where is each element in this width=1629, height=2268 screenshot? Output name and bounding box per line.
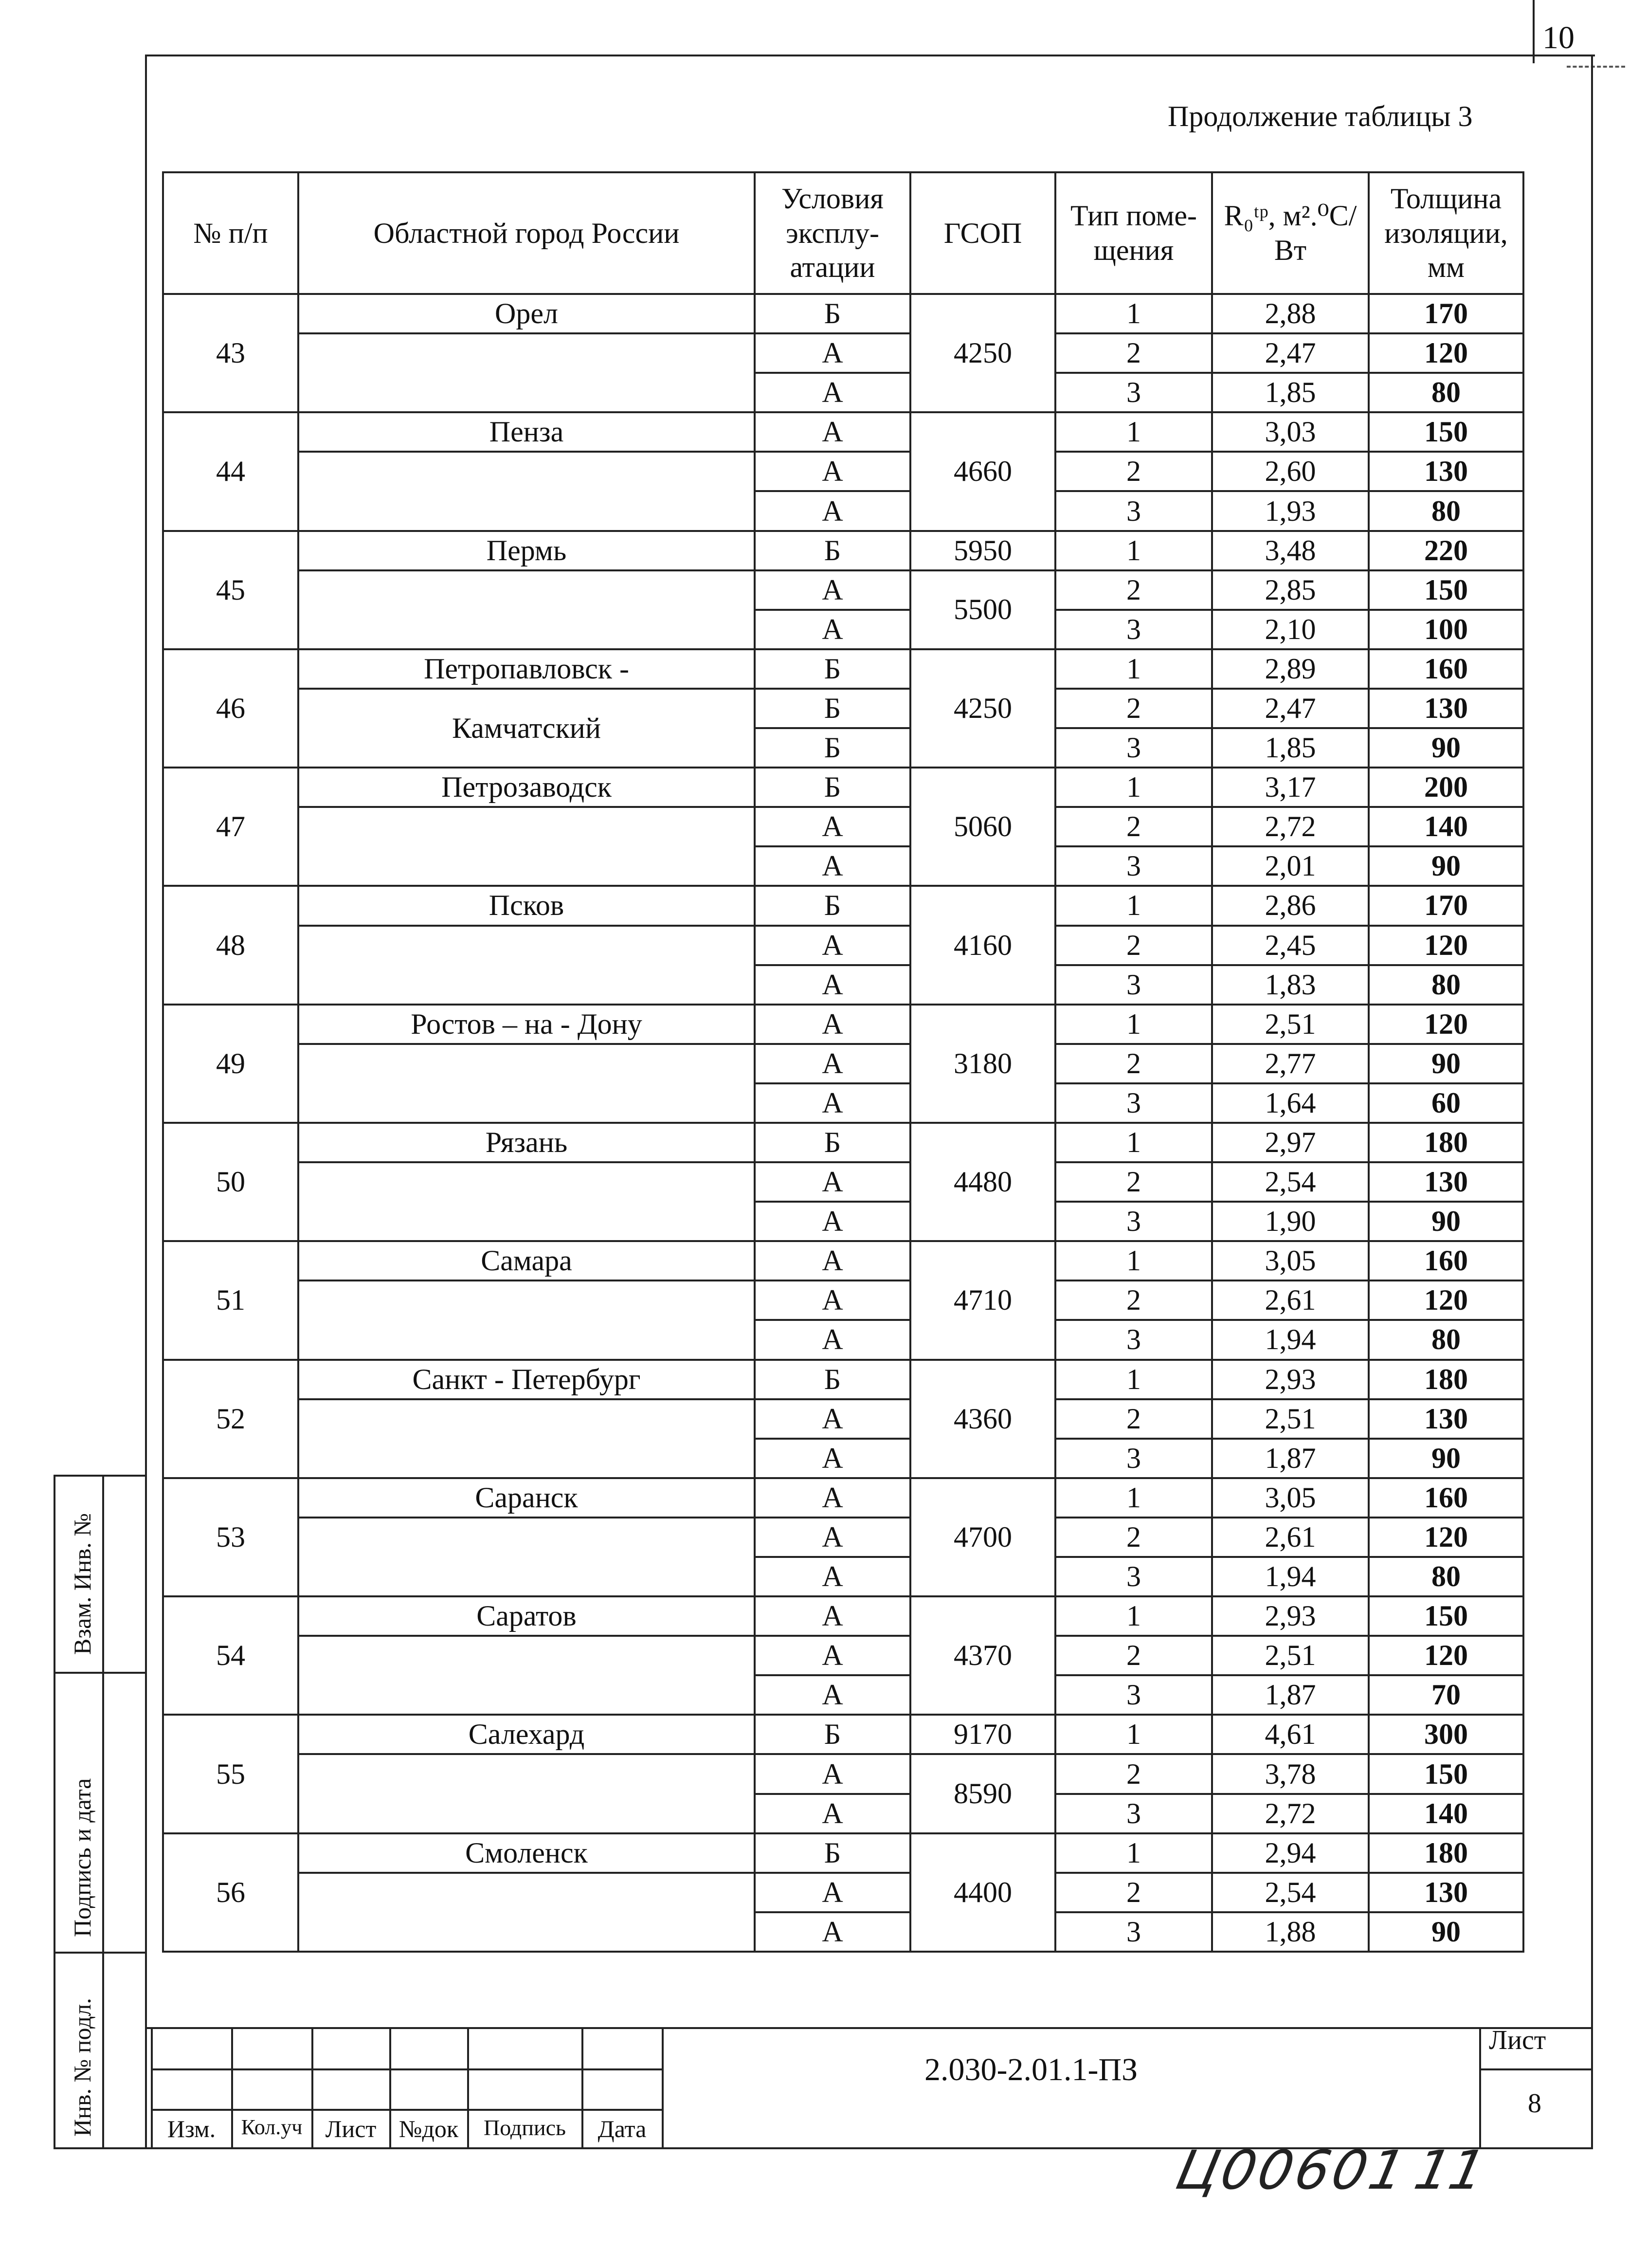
gsop-value: 4710 [910, 1241, 1055, 1359]
city-empty-cell [298, 333, 755, 412]
operating-conditions: Б [755, 531, 910, 570]
tb-ndok: №док [398, 2115, 459, 2142]
city-name: Петрозаводск [298, 768, 755, 807]
r0-value: 2,10 [1212, 610, 1369, 649]
header-conditions: Условия эксплу-атации [755, 172, 910, 294]
room-type: 2 [1055, 452, 1212, 491]
header-r0: R₀ᵗᵖ, м².⁰С/Вт [1212, 172, 1369, 294]
r0-value: 2,89 [1212, 649, 1369, 689]
r0-value: 2,94 [1212, 1833, 1369, 1873]
insulation-thickness: 170 [1369, 886, 1523, 925]
room-type: 1 [1055, 886, 1212, 925]
r0-value: 3,03 [1212, 412, 1369, 452]
city-empty-cell [298, 1162, 755, 1241]
insulation-thickness: 120 [1369, 1005, 1523, 1044]
room-type: 2 [1055, 1518, 1212, 1557]
handwritten-code: Ц00601 [1171, 2139, 1413, 2201]
side-label-signature-date: Подпись и дата [69, 1778, 96, 1937]
room-type: 3 [1055, 965, 1212, 1005]
table-row [163, 333, 1523, 373]
city-name: Самара [298, 1241, 755, 1280]
r0-value: 1,87 [1212, 1439, 1369, 1478]
header-city: Областной город России [298, 172, 755, 294]
table-row [163, 1280, 1523, 1320]
row-number: 53 [163, 1478, 298, 1596]
row-number: 56 [163, 1833, 298, 1952]
r0-value: 1,93 [1212, 491, 1369, 530]
r0-value: 2,45 [1212, 926, 1369, 965]
room-type: 3 [1055, 1675, 1212, 1715]
room-type: 1 [1055, 649, 1212, 689]
r0-value: 3,17 [1212, 768, 1369, 807]
r0-value: 2,86 [1212, 886, 1369, 925]
page-number: 10 [1542, 20, 1575, 55]
operating-conditions: А [755, 926, 910, 965]
sheet-label: Лист [1489, 2025, 1546, 2055]
city-name: Камчатский [298, 689, 755, 768]
insulation-table [162, 171, 1524, 1953]
room-type: 1 [1055, 1478, 1212, 1518]
insulation-thickness: 150 [1369, 412, 1523, 452]
insulation-thickness: 160 [1369, 1478, 1523, 1518]
insulation-thickness: 150 [1369, 1596, 1523, 1636]
table-row [163, 1754, 1523, 1793]
gsop-value: 4700 [910, 1478, 1055, 1596]
title-block-row-2 [151, 2109, 662, 2111]
operating-conditions: А [755, 1241, 910, 1280]
room-type: 2 [1055, 1399, 1212, 1439]
row-number: 48 [163, 886, 298, 1004]
insulation-thickness: 90 [1369, 1202, 1523, 1241]
row-number: 55 [163, 1715, 298, 1833]
operating-conditions: А [755, 491, 910, 530]
r0-value: 1,64 [1212, 1083, 1369, 1123]
room-type: 3 [1055, 1794, 1212, 1833]
r0-value: 2,72 [1212, 1794, 1369, 1833]
side-strip-divider-2 [54, 1952, 147, 1954]
table-row [163, 768, 1523, 807]
city-empty-cell [298, 807, 755, 886]
city-empty-cell [298, 1636, 755, 1715]
handwritten-suffix: 11 [1409, 2139, 1491, 2201]
city-empty-cell [298, 1280, 755, 1359]
gsop-value: 5950 [910, 531, 1055, 570]
row-number: 46 [163, 649, 298, 768]
gsop-value: 4480 [910, 1123, 1055, 1241]
r0-value: 1,85 [1212, 728, 1369, 768]
operating-conditions: А [755, 1005, 910, 1044]
r0-value: 2,85 [1212, 570, 1369, 610]
r0-value: 3,48 [1212, 531, 1369, 570]
r0-value: 2,51 [1212, 1399, 1369, 1439]
room-type: 1 [1055, 1360, 1212, 1399]
room-type: 1 [1055, 1596, 1212, 1636]
table-row [163, 1005, 1523, 1044]
city-name: Петропавловск - [298, 649, 755, 689]
table-row [163, 807, 1523, 846]
insulation-thickness: 150 [1369, 1754, 1523, 1793]
insulation-thickness: 180 [1369, 1123, 1523, 1162]
r0-value: 2,93 [1212, 1596, 1369, 1636]
city-empty-cell [298, 1518, 755, 1596]
tb-sheet-divider [1479, 2068, 1593, 2070]
operating-conditions: А [755, 1478, 910, 1518]
operating-conditions: Б [755, 1833, 910, 1873]
insulation-thickness: 160 [1369, 1241, 1523, 1280]
side-label-inv-replace: Взам. Инв. № [69, 1513, 96, 1655]
insulation-thickness: 80 [1369, 965, 1523, 1005]
room-type: 3 [1055, 1439, 1212, 1478]
operating-conditions: А [755, 1675, 910, 1715]
header-gsop: ГСОП [910, 172, 1055, 294]
insulation-thickness: 130 [1369, 1162, 1523, 1202]
room-type: 2 [1055, 926, 1212, 965]
table-row [163, 294, 1523, 333]
room-type: 1 [1055, 1005, 1212, 1044]
room-type: 3 [1055, 1202, 1212, 1241]
room-type: 1 [1055, 412, 1212, 452]
table-row [163, 1399, 1523, 1439]
operating-conditions: Б [755, 1715, 910, 1754]
room-type: 1 [1055, 294, 1212, 333]
room-type: 2 [1055, 1162, 1212, 1202]
insulation-thickness: 120 [1369, 926, 1523, 965]
insulation-thickness: 130 [1369, 452, 1523, 491]
operating-conditions: А [755, 570, 910, 610]
insulation-thickness: 80 [1369, 1320, 1523, 1359]
operating-conditions: Б [755, 1123, 910, 1162]
insulation-thickness: 160 [1369, 649, 1523, 689]
table-row [163, 452, 1523, 491]
operating-conditions: А [755, 1636, 910, 1675]
tb-col-6 [662, 2027, 664, 2147]
insulation-thickness: 180 [1369, 1833, 1523, 1873]
room-type: 1 [1055, 1123, 1212, 1162]
operating-conditions: Б [755, 294, 910, 333]
operating-conditions: А [755, 1596, 910, 1636]
operating-conditions: Б [755, 728, 910, 768]
operating-conditions: А [755, 1083, 910, 1123]
city-name: Пенза [298, 412, 755, 452]
operating-conditions: А [755, 373, 910, 412]
operating-conditions: А [755, 1162, 910, 1202]
row-number: 52 [163, 1360, 298, 1478]
table-row [163, 1478, 1523, 1518]
row-number: 54 [163, 1596, 298, 1715]
r0-value: 2,54 [1212, 1873, 1369, 1912]
table-row [163, 1162, 1523, 1202]
insulation-thickness: 120 [1369, 1280, 1523, 1320]
room-type: 1 [1055, 768, 1212, 807]
city-name: Санкт - Петербург [298, 1360, 755, 1399]
r0-value: 2,51 [1212, 1005, 1369, 1044]
header-room-type: Тип поме-щения [1055, 172, 1212, 294]
gsop-value: 4400 [910, 1833, 1055, 1952]
table-row [163, 1044, 1523, 1083]
table-row [163, 926, 1523, 965]
tb-kol-uch: Кол.уч [241, 2115, 303, 2139]
table-row [163, 1518, 1523, 1557]
row-number: 45 [163, 531, 298, 649]
operating-conditions: А [755, 1557, 910, 1596]
table-row [163, 886, 1523, 925]
city-empty-cell [298, 926, 755, 1005]
operating-conditions: А [755, 1873, 910, 1912]
r0-value: 2,47 [1212, 689, 1369, 728]
room-type: 3 [1055, 610, 1212, 649]
operating-conditions: А [755, 610, 910, 649]
city-empty-cell [298, 1873, 755, 1952]
frame-left-upper [145, 55, 147, 1476]
insulation-thickness: 80 [1369, 373, 1523, 412]
operating-conditions: А [755, 1202, 910, 1241]
room-type: 3 [1055, 373, 1212, 412]
table-header-row [163, 172, 1523, 294]
insulation-thickness: 120 [1369, 333, 1523, 373]
side-strip-left [54, 1475, 55, 2149]
side-strip-right [145, 1475, 147, 2149]
city-name: Саратов [298, 1596, 755, 1636]
gsop-value: 4250 [910, 294, 1055, 412]
table-row [163, 570, 1523, 610]
row-number: 43 [163, 294, 298, 412]
tb-col-sheet [1479, 2027, 1481, 2147]
operating-conditions: Б [755, 649, 910, 689]
r0-value: 2,97 [1212, 1123, 1369, 1162]
table-row [163, 649, 1523, 689]
r0-value: 2,61 [1212, 1280, 1369, 1320]
tb-podpis: Подпись [484, 2115, 566, 2140]
tb-izm: Изм. [167, 2115, 216, 2142]
operating-conditions: А [755, 1794, 910, 1833]
gsop-value: 5060 [910, 768, 1055, 886]
insulation-thickness: 200 [1369, 768, 1523, 807]
r0-value: 2,47 [1212, 333, 1369, 373]
insulation-thickness: 90 [1369, 1044, 1523, 1083]
insulation-thickness: 90 [1369, 1912, 1523, 1952]
r0-value: 2,77 [1212, 1044, 1369, 1083]
r0-value: 1,94 [1212, 1320, 1369, 1359]
operating-conditions: А [755, 1439, 910, 1478]
gsop-value: 3180 [910, 1005, 1055, 1123]
room-type: 2 [1055, 1044, 1212, 1083]
insulation-thickness: 130 [1369, 1399, 1523, 1439]
tb-list: Лист [325, 2115, 377, 2142]
insulation-thickness: 300 [1369, 1715, 1523, 1754]
city-empty-cell [298, 1399, 755, 1478]
operating-conditions: А [755, 1754, 910, 1793]
table-row [163, 531, 1523, 570]
table-body [163, 294, 1523, 1952]
insulation-thickness: 60 [1369, 1083, 1523, 1123]
city-empty-cell [298, 1044, 755, 1123]
r0-value: 1,88 [1212, 1912, 1369, 1952]
insulation-thickness: 100 [1369, 610, 1523, 649]
insulation-thickness: 80 [1369, 491, 1523, 530]
sheet-number: 8 [1528, 2088, 1541, 2119]
operating-conditions: А [755, 965, 910, 1005]
room-type: 3 [1055, 728, 1212, 768]
r0-value: 1,87 [1212, 1675, 1369, 1715]
corner-dash [1567, 66, 1625, 68]
insulation-thickness: 70 [1369, 1675, 1523, 1715]
r0-value: 3,05 [1212, 1478, 1369, 1518]
table-row [163, 1636, 1523, 1675]
city-name: Псков [298, 886, 755, 925]
gsop-value: 4160 [910, 886, 1055, 1004]
insulation-thickness: 90 [1369, 846, 1523, 886]
frame-right [1591, 55, 1593, 2147]
r0-value: 4,61 [1212, 1715, 1369, 1754]
operating-conditions: Б [755, 886, 910, 925]
row-number: 44 [163, 412, 298, 530]
r0-value: 2,93 [1212, 1360, 1369, 1399]
side-strip-mid [102, 1475, 104, 2149]
table-row [163, 689, 1523, 728]
gsop-value: 8590 [910, 1754, 1055, 1833]
room-type: 2 [1055, 1280, 1212, 1320]
room-type: 2 [1055, 689, 1212, 728]
city-name: Салехард [298, 1715, 755, 1754]
city-name: Саранск [298, 1478, 755, 1518]
row-number: 50 [163, 1123, 298, 1241]
page-number-divider [1533, 0, 1535, 63]
insulation-thickness: 90 [1369, 728, 1523, 768]
insulation-thickness: 140 [1369, 1794, 1523, 1833]
city-name: Ростов – на - Дону [298, 1005, 755, 1044]
table-row [163, 1123, 1523, 1162]
city-name: Пермь [298, 531, 755, 570]
city-empty-cell [298, 1754, 755, 1833]
room-type: 1 [1055, 1715, 1212, 1754]
insulation-thickness: 130 [1369, 689, 1523, 728]
header-thickness: Толщина изоляции, мм [1369, 172, 1523, 294]
r0-value: 2,60 [1212, 452, 1369, 491]
header-num: № п/п [163, 172, 298, 294]
r0-value: 1,94 [1212, 1557, 1369, 1596]
room-type: 3 [1055, 1557, 1212, 1596]
operating-conditions: А [755, 412, 910, 452]
room-type: 3 [1055, 1912, 1212, 1952]
gsop-value: 4660 [910, 412, 1055, 530]
operating-conditions: А [755, 1280, 910, 1320]
operating-conditions: А [755, 1044, 910, 1083]
r0-value: 2,01 [1212, 846, 1369, 886]
insulation-thickness: 120 [1369, 1636, 1523, 1675]
operating-conditions: А [755, 1399, 910, 1439]
r0-value: 3,78 [1212, 1754, 1369, 1793]
r0-value: 2,72 [1212, 807, 1369, 846]
gsop-value: 4250 [910, 649, 1055, 768]
city-empty-cell [298, 452, 755, 530]
table-row [163, 1241, 1523, 1280]
insulation-thickness: 130 [1369, 1873, 1523, 1912]
operating-conditions: Б [755, 689, 910, 728]
frame-top [145, 55, 1595, 56]
insulation-thickness: 180 [1369, 1360, 1523, 1399]
gsop-value: 9170 [910, 1715, 1055, 1754]
operating-conditions: Б [755, 768, 910, 807]
room-type: 1 [1055, 531, 1212, 570]
room-type: 2 [1055, 807, 1212, 846]
side-strip-divider-1 [54, 1672, 147, 1674]
insulation-thickness: 170 [1369, 294, 1523, 333]
operating-conditions: А [755, 1320, 910, 1359]
gsop-value: 5500 [910, 570, 1055, 649]
gsop-value: 4360 [910, 1360, 1055, 1478]
room-type: 2 [1055, 570, 1212, 610]
gsop-value: 4370 [910, 1596, 1055, 1715]
row-number: 51 [163, 1241, 298, 1359]
room-type: 3 [1055, 846, 1212, 886]
room-type: 2 [1055, 1873, 1212, 1912]
room-type: 2 [1055, 1754, 1212, 1793]
continuation-title: Продолжение таблицы 3 [1168, 100, 1473, 132]
insulation-thickness: 140 [1369, 807, 1523, 846]
r0-value: 1,90 [1212, 1202, 1369, 1241]
insulation-thickness: 220 [1369, 531, 1523, 570]
r0-value: 1,83 [1212, 965, 1369, 1005]
row-number: 47 [163, 768, 298, 886]
room-type: 3 [1055, 1320, 1212, 1359]
table-row [163, 1833, 1523, 1873]
table-row [163, 1873, 1523, 1912]
r0-value: 3,05 [1212, 1241, 1369, 1280]
table-row [163, 1360, 1523, 1399]
insulation-thickness: 90 [1369, 1439, 1523, 1478]
operating-conditions: А [755, 1518, 910, 1557]
r0-value: 1,85 [1212, 373, 1369, 412]
r0-value: 2,54 [1212, 1162, 1369, 1202]
insulation-thickness: 150 [1369, 570, 1523, 610]
city-empty-cell [298, 570, 755, 649]
room-type: 1 [1055, 1833, 1212, 1873]
r0-value: 2,88 [1212, 294, 1369, 333]
side-label-inv-original: Инв. № подл. [69, 1998, 96, 2137]
document-code: 2.030-2.01.1-ПЗ [924, 2052, 1138, 2087]
insulation-thickness: 80 [1369, 1557, 1523, 1596]
table-row [163, 1715, 1523, 1754]
city-name: Рязань [298, 1123, 755, 1162]
city-name: Орел [298, 294, 755, 333]
operating-conditions: А [755, 846, 910, 886]
room-type: 2 [1055, 1636, 1212, 1675]
row-number: 49 [163, 1005, 298, 1123]
operating-conditions: А [755, 807, 910, 846]
insulation-thickness: 120 [1369, 1518, 1523, 1557]
title-block-top [145, 2027, 1593, 2029]
room-type: 3 [1055, 491, 1212, 530]
title-block-row-1 [151, 2068, 662, 2070]
operating-conditions: Б [755, 1360, 910, 1399]
city-name: Смоленск [298, 1833, 755, 1873]
table-row [163, 1596, 1523, 1636]
operating-conditions: А [755, 452, 910, 491]
room-type: 3 [1055, 1083, 1212, 1123]
operating-conditions: А [755, 1912, 910, 1952]
table-row [163, 412, 1523, 452]
tb-data: Дата [597, 2115, 647, 2142]
room-type: 1 [1055, 1241, 1212, 1280]
r0-value: 2,51 [1212, 1636, 1369, 1675]
room-type: 2 [1055, 333, 1212, 373]
side-strip-top [54, 1475, 147, 1477]
r0-value: 2,61 [1212, 1518, 1369, 1557]
operating-conditions: А [755, 333, 910, 373]
